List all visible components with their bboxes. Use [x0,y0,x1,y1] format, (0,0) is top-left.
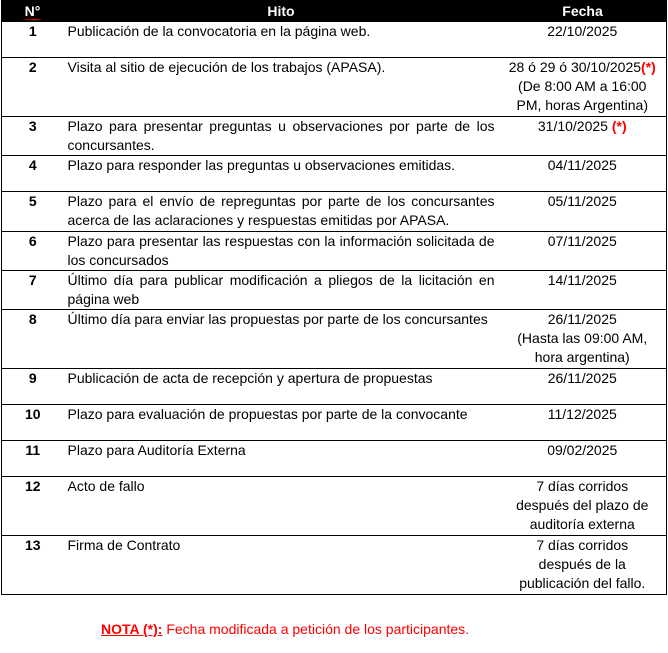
table-row [2,156,667,192]
footnote-label: NOTA (*): [101,621,163,637]
table-row [2,117,667,156]
row-num: 1 [2,22,64,58]
row-num: 6 [2,232,64,271]
row-hito: Último día para enviar las propuestas por parte de los concursantes [64,310,499,369]
row-fecha: 04/11/2025 [499,156,667,192]
row-hito: Plazo para presentar preguntas u observaciones por parte de los concursantes. [64,117,499,156]
row-num: 5 [2,192,64,232]
row-num: 4 [2,156,64,192]
table-row [2,477,667,536]
row-fecha: 7 días corridos después de la publicación del fallo. [499,536,667,595]
table-row [2,192,667,232]
row-hito: Plazo para presentar las respuestas con la información solicitada de los concursados [64,232,499,271]
table-header-row [2,1,667,22]
row-hito: Publicación de la convocatoria en la página web. [64,22,499,58]
footnote [101,620,469,639]
row-num: 9 [2,369,64,405]
row-fecha: 26/11/2025 (Hasta las 09:00 AM, hora argentina) [499,310,667,369]
row-num: 13 [2,536,64,595]
table-row [2,271,667,310]
row-fecha: 28 ó 29 ó 30/10/2025(*) (De 8:00 AM a 16:00 PM, horas Argentina) [499,58,667,117]
row-num: 7 [2,271,64,310]
modified-date-marker: (*) [641,59,656,75]
footnote-text: Fecha modificada a petición de los participantes. [162,621,470,637]
row-fecha: 31/10/2025 (*) [499,117,667,156]
row-hito: Plazo para el envío de repreguntas por parte de los concursantes acerca de las aclaraciones y respuestas emitidas por APASA. [64,192,499,232]
row-num: 10 [2,405,64,441]
row-num: 3 [2,117,64,156]
header-fecha: Fecha [499,1,667,22]
row-fecha: 09/02/2025 [499,441,667,477]
header-hito: Hito [64,1,499,22]
table-row [2,536,667,595]
row-fecha: 11/12/2025 [499,405,667,441]
row-hito: Acto de fallo [64,477,499,536]
header-num: N° [2,1,64,22]
row-fecha: 26/11/2025 [499,369,667,405]
row-hito: Publicación de acta de recepción y apertura de propuestas [64,369,499,405]
row-fecha: 22/10/2025 [499,22,667,58]
table-row [2,310,667,369]
row-num: 12 [2,477,64,536]
row-fecha: 05/11/2025 [499,192,667,232]
row-num: 2 [2,58,64,117]
milestone-table [1,0,667,595]
table-row [2,441,667,477]
row-num: 11 [2,441,64,477]
row-hito: Último día para publicar modificación a pliegos de la licitación en página web [64,271,499,310]
row-num: 8 [2,310,64,369]
row-hito: Plazo para evaluación de propuestas por parte de la convocante [64,405,499,441]
row-hito: Firma de Contrato [64,536,499,595]
row-hito: Visita al sitio de ejecución de los trabajos (APASA). [64,58,499,117]
row-fecha: 7 días corridos después del plazo de auditoría externa [499,477,667,536]
row-hito: Plazo para Auditoría Externa [64,441,499,477]
modified-date-marker: (*) [611,118,627,134]
row-fecha: 07/11/2025 [499,232,667,271]
table-row [2,58,667,117]
table-row [2,405,667,441]
table-row [2,22,667,58]
row-hito: Plazo para responder las preguntas u observaciones emitidas. [64,156,499,192]
table-row [2,232,667,271]
table-row [2,369,667,405]
row-fecha: 14/11/2025 [499,271,667,310]
